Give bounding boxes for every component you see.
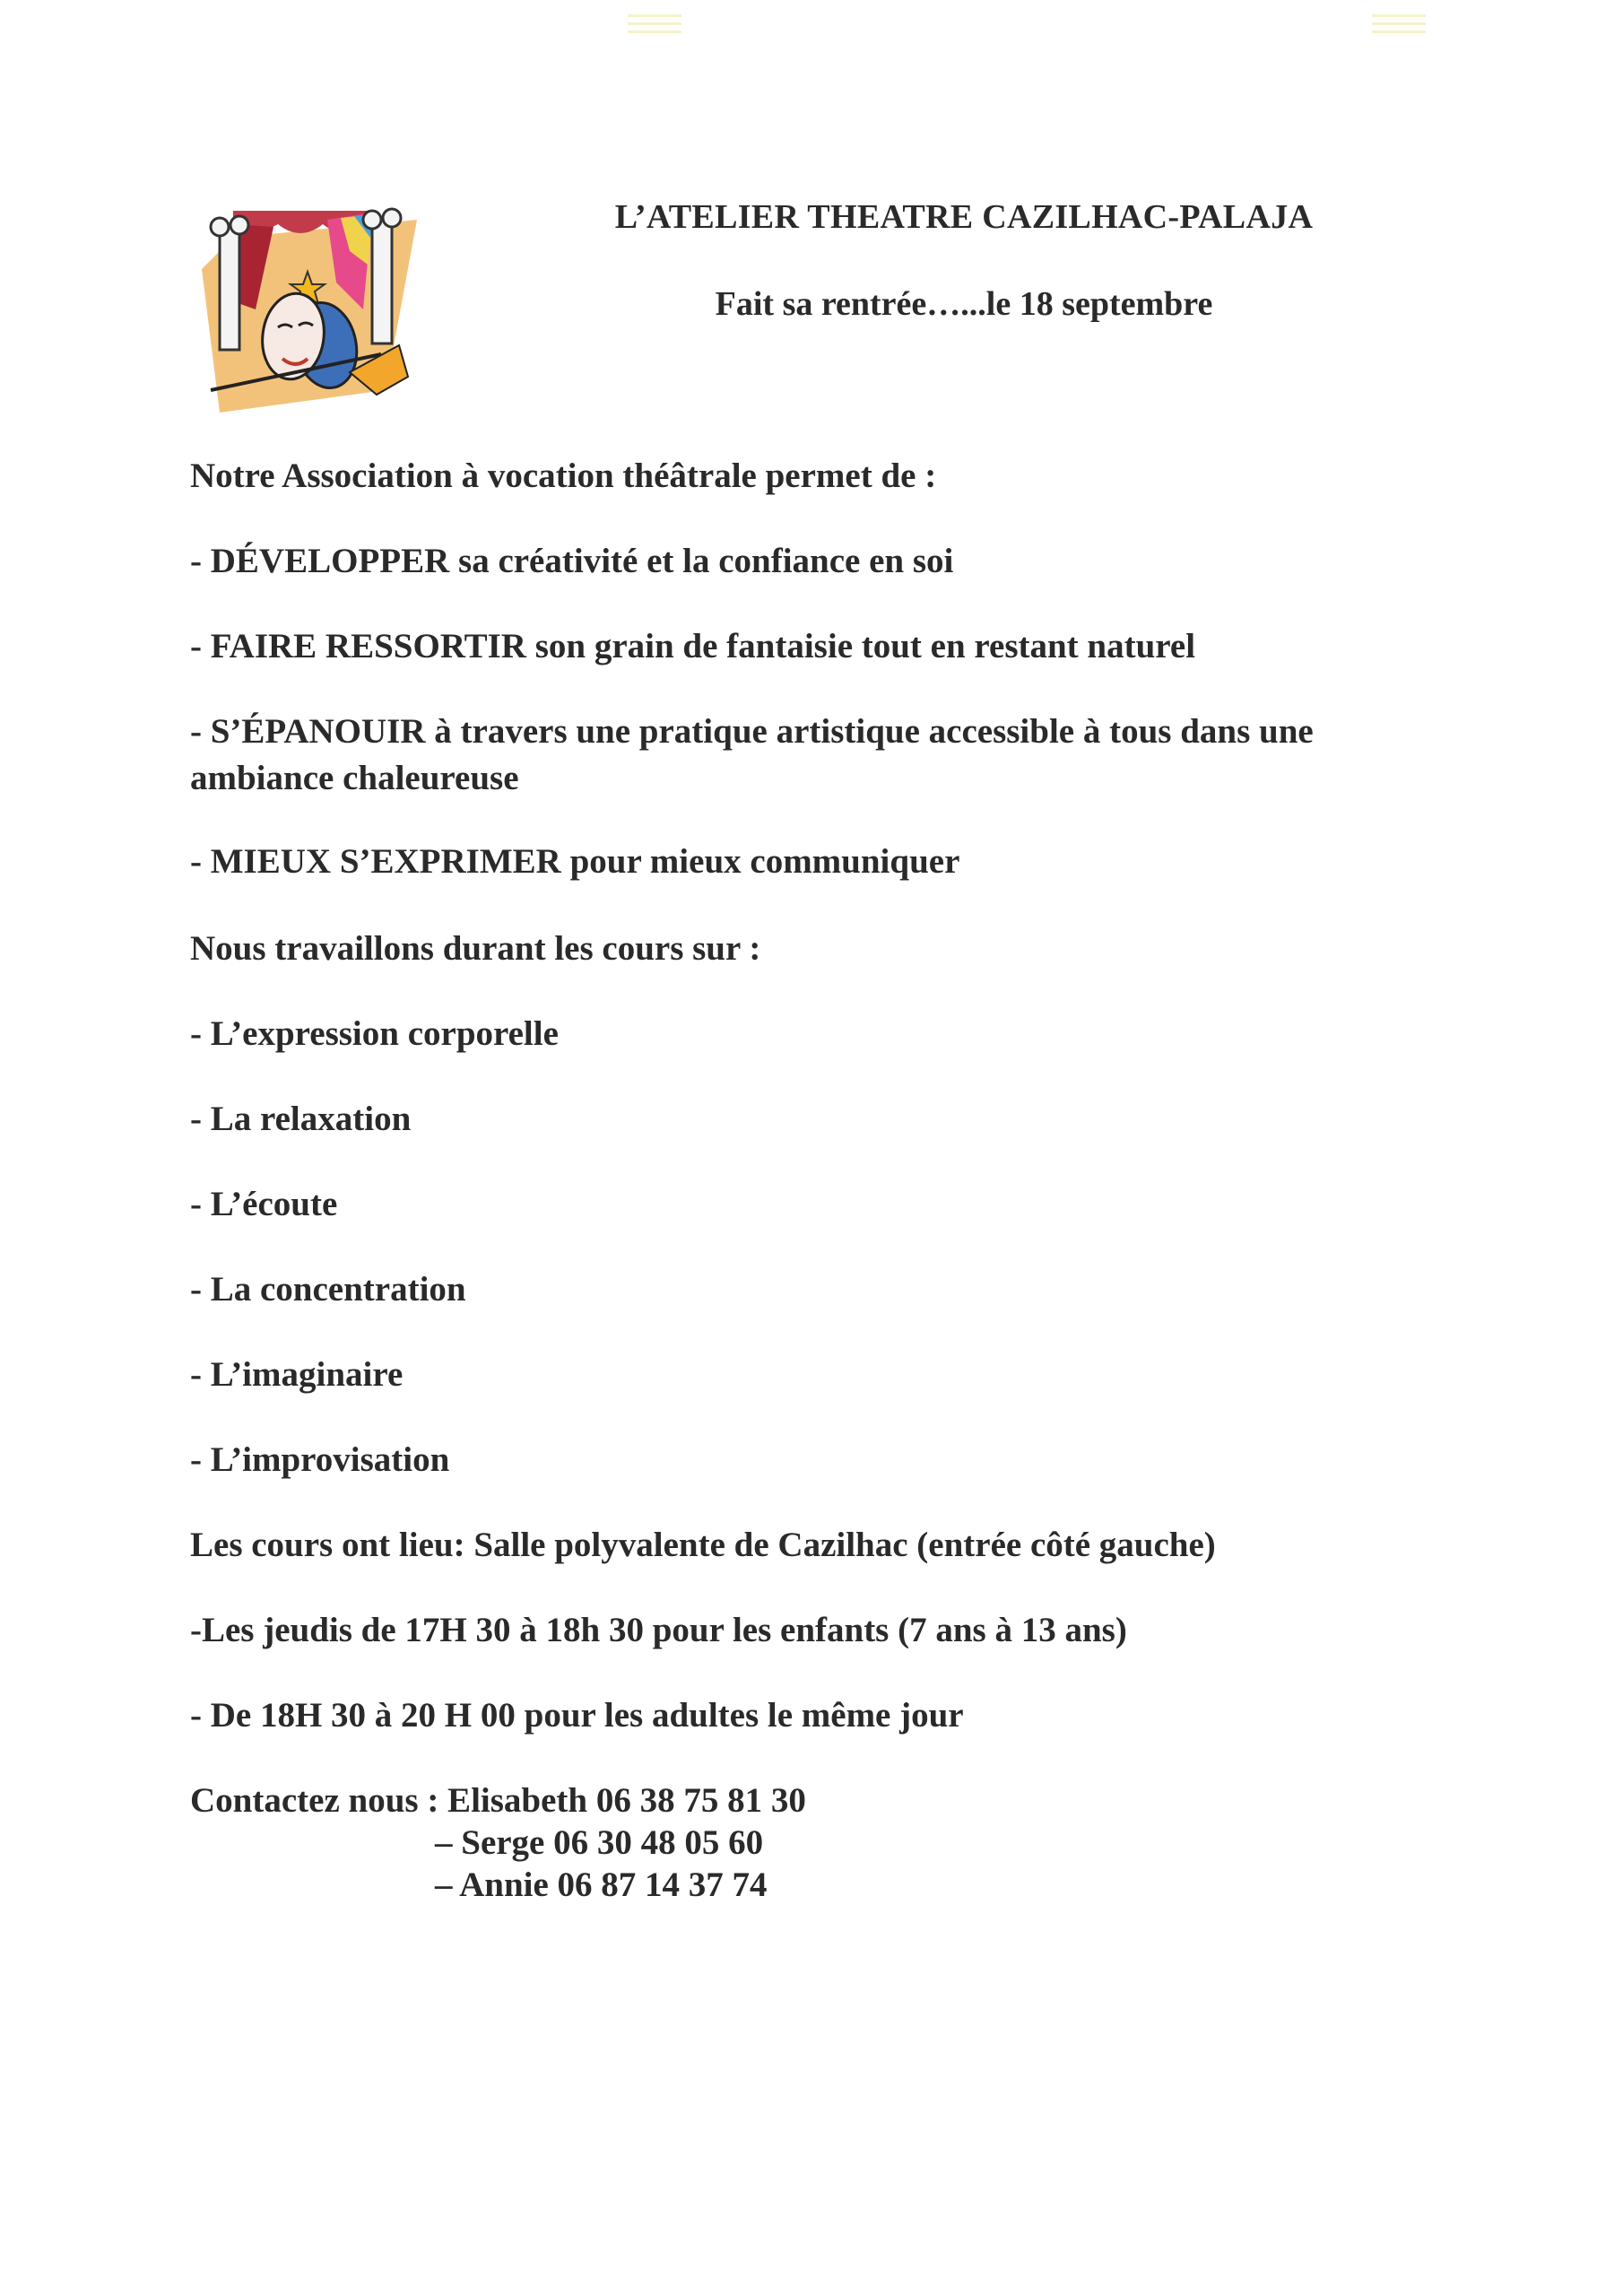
topic-item: - L’écoute: [190, 1185, 338, 1223]
contact-annie: – Annie 06 87 14 37 74: [435, 1866, 768, 1904]
goal-item: - DÉVELOPPER sa créativité et la confiance en soi: [190, 542, 954, 580]
logo-column-right: [372, 218, 392, 344]
logo-column-left: [220, 224, 239, 350]
page-subtitle: Fait sa rentrée…...le 18 septembre: [715, 285, 1213, 323]
contact-elisabeth: Contactez nous : Elisabeth 06 38 75 81 30: [190, 1781, 806, 1820]
page-title: L’ATELIER THEATRE CAZILHAC-PALAJA: [614, 198, 1314, 236]
adults-schedule: - De 18H 30 à 20 H 00 pour les adultes le même jour: [190, 1696, 964, 1735]
topic-item: - L’improvisation: [190, 1440, 450, 1479]
topic-item: - L’expression corporelle: [190, 1014, 559, 1053]
topics-intro: Nous travaillons durant les cours sur :: [190, 929, 761, 968]
topic-item: - La relaxation: [190, 1100, 412, 1138]
location-text: Les cours ont lieu: Salle polyvalente de Cazilhac (entrée côté gauche): [190, 1526, 1216, 1564]
goal-item: - MIEUX S’EXPRIMER pour mieux communiquer: [190, 842, 960, 881]
goal-item: - S’ÉPANOUIR à travers une pratique artistique accessible à tous dans une ambiance chaleureuse: [190, 712, 1314, 797]
contact-serge: – Serge 06 30 48 05 60: [435, 1823, 764, 1862]
intro-text: Notre Association à vocation théâtrale permet de :: [190, 457, 937, 495]
topic-item: - La concentration: [190, 1270, 466, 1309]
children-schedule: -Les jeudis de 17H 30 à 18h 30 pour les enfants (7 ans à 13 ans): [190, 1611, 1127, 1649]
topic-item: - L’imaginaire: [190, 1355, 404, 1394]
goal-item: - FAIRE RESSORTIR son grain de fantaisie tout en restant naturel: [190, 627, 1196, 665]
theatre-masks-logo: [193, 202, 428, 433]
scan-mark-right: [1372, 9, 1426, 39]
scan-mark-left: [628, 9, 681, 39]
